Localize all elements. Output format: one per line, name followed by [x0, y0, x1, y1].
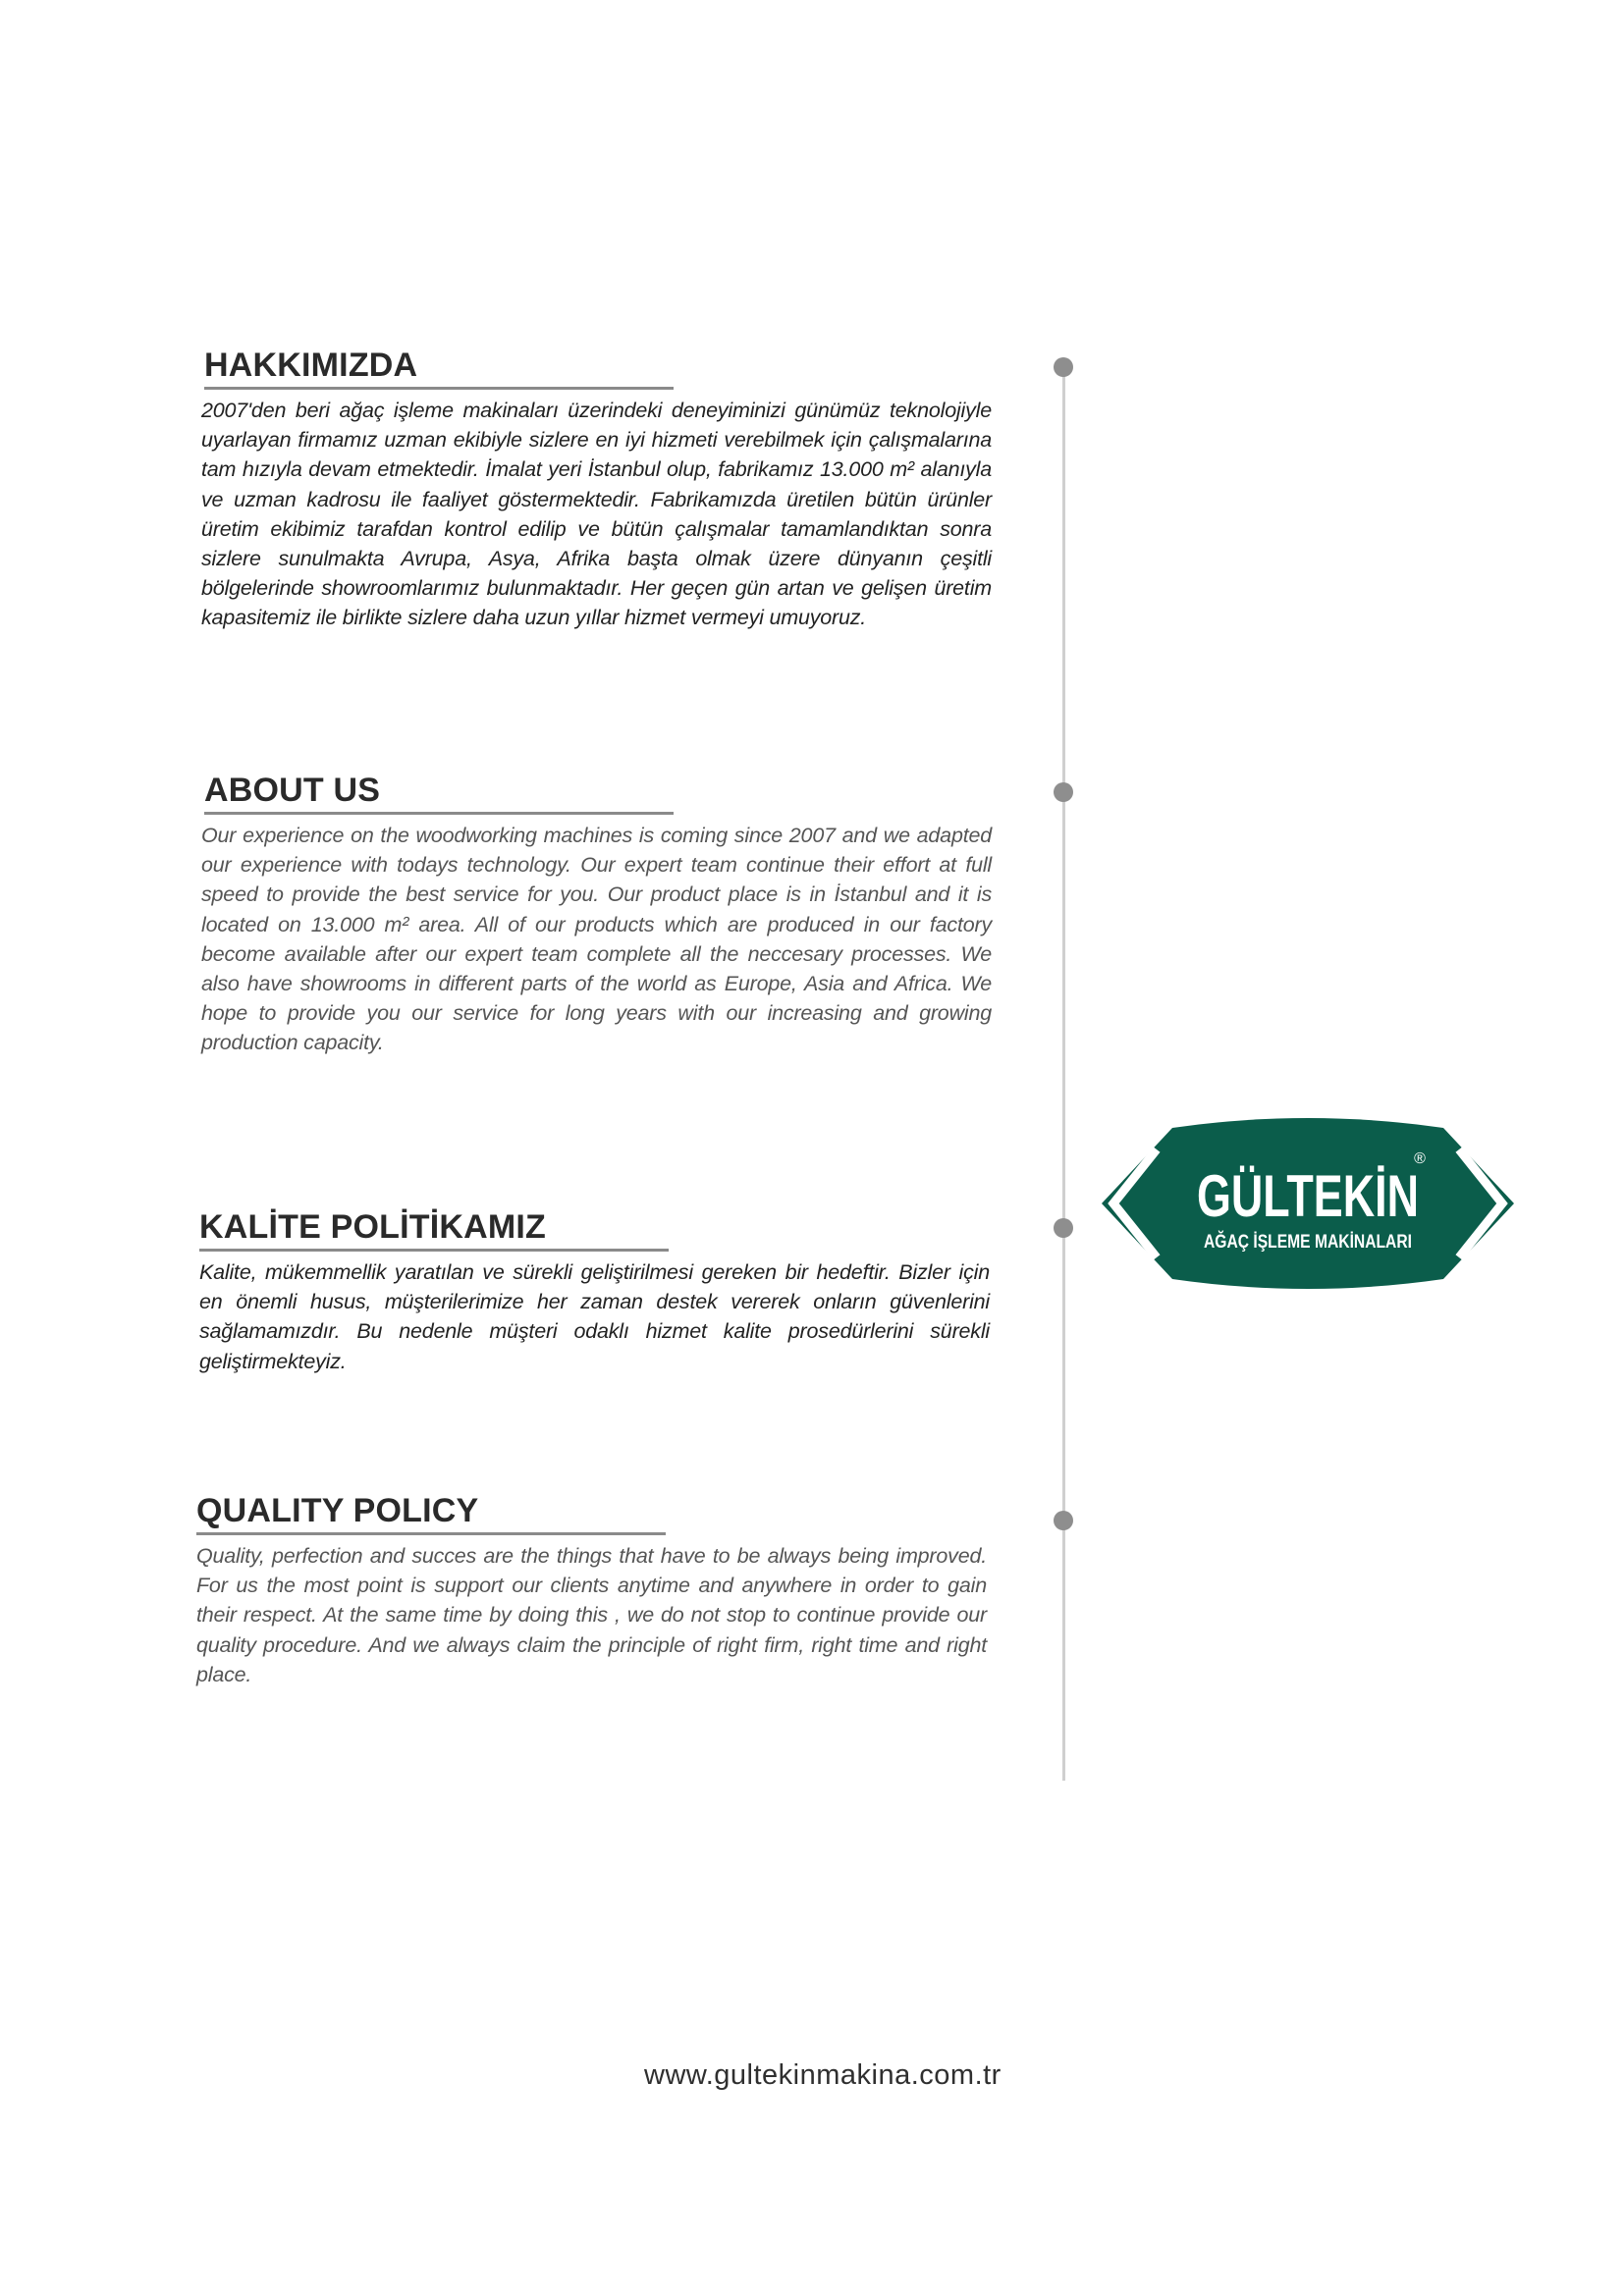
section-body: Quality, perfection and succes are the things that have to be always being improved. For us the most point is support our clients anytime and anywhere in order to gain their respect. At the same time by doing this , we do not stop to continue provide our quality procedure. And we always claim the principle of right firm, right time and right place. [196, 1544, 987, 1686]
section-kalite-politikamiz [199, 1207, 990, 1376]
section-body: Kalite, mükemmellik yaratılan ve sürekli geliştirilmesi gereken bir hedeftir. Bizler için en önemli husus, müşterilerimize her zaman destek vererek onların güvenlerini sağlamamızdır. Bu nedenle müşteri odaklı hizmet kalite prosedürlerini sürekli geliştirmekteyiz. [199, 1260, 990, 1373]
title-underline [199, 1249, 669, 1252]
section-about-us [201, 771, 992, 1058]
website-url: www.gultekinmakina.com.tr [644, 2059, 1001, 2091]
section-hakkimizda [201, 346, 992, 633]
timeline-dot [1054, 782, 1073, 802]
title-underline [204, 812, 674, 815]
section-body: Our experience on the woodworking machines is coming since 2007 and we adapted our experience with todays technology. Our expert team continue their effort at full speed to provide the best service for you. Our product place is in İstanbul and it is located on 13.000 m² area. All of our products which are produced in our factory become available after our expert team complete all the neccesary processes. We also have showrooms in different parts of the world as Europe, Asia and Africa. We hope to provide you our service for long years with our increasing and growing production capacity. [201, 824, 992, 1055]
title-underline [196, 1532, 666, 1535]
logo-brand-name: GÜLTEKİN [1197, 1163, 1419, 1229]
timeline-dot [1054, 1511, 1073, 1530]
timeline-line [1062, 365, 1065, 1781]
section-body: 2007'den beri ağaç işleme makinaları üzerindeki deneyiminizi günümüz teknolojiyle uyarlayan firmamız uzman ekibiyle sizlere en iyi hizmeti verebilmek için çalışmalarına tam hızıyla devam etmektedir. İmalat yeri İstanbul olup, fabrikamız 13.000 m² alanıyla ve uzman kadrosu ile faaliyet göstermektedir. Fabrikamızda üretilen bütün ürünler üretim ekibimiz tarafdan kontrol edilip ve bütün çalışmalar tamamlandıktan sonra sizlere sunulmakta Avrupa, Asya, Afrika başta olmak üzere dünyanın çeşitli bölgelerinde showroomlarımız bulunmaktadır. Her geçen gün artan ve gelişen üretim kapasitemiz ile birlikte sizlere daha uzun yıllar hizmet vermeyi umuyoruz. [201, 399, 992, 630]
section-title: KALİTE POLİTİKAMIZ [199, 1208, 547, 1246]
section-title: QUALITY POLICY [196, 1492, 479, 1529]
timeline-dot [1054, 1218, 1073, 1238]
section-quality-policy [196, 1491, 987, 1689]
section-title: HAKKIMIZDA [204, 347, 418, 384]
gultekin-logo [1102, 1112, 1514, 1295]
timeline-dot [1054, 357, 1073, 377]
title-underline [204, 387, 674, 390]
logo-registered-mark: ® [1414, 1150, 1426, 1167]
section-title: ABOUT US [204, 772, 381, 809]
logo-tagline: AĞAÇ İŞLEME MAKİNALARI [1204, 1232, 1457, 1253]
